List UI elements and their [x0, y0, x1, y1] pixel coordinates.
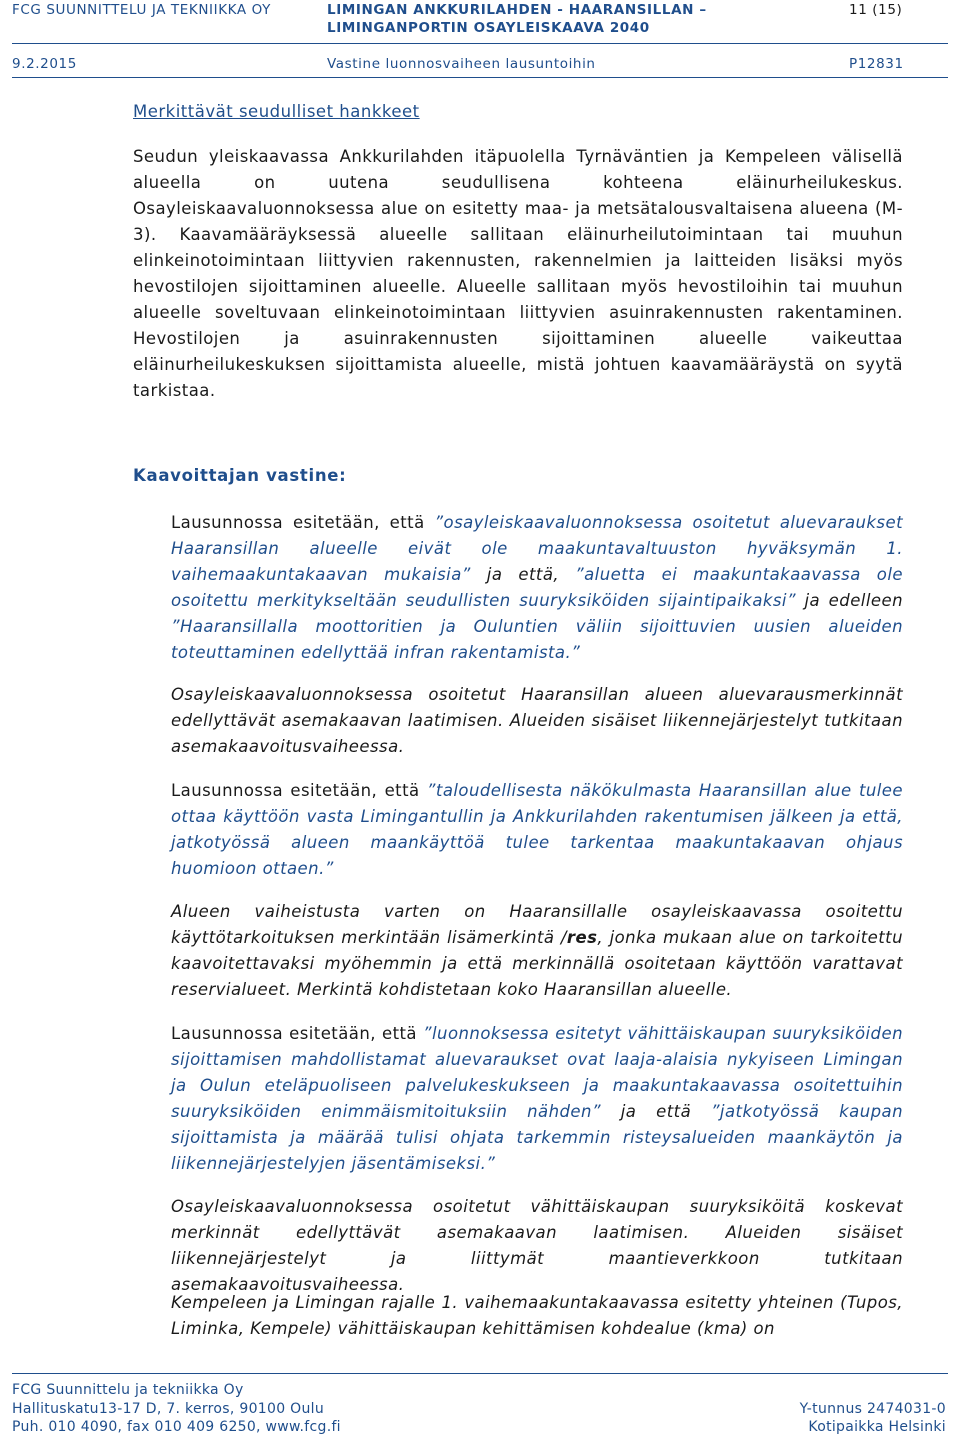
footer-divider — [12, 1373, 948, 1374]
footer-domicile: Kotipaikka Helsinki — [808, 1419, 946, 1435]
footer-address: Hallituskatu13-17 D, 7. kerros, 90100 Oulu — [12, 1401, 325, 1417]
quote: ”osayleiskaavaluonnoksessa osoitetut aluevaraukset Haaransillan alueelle eivät ole maakuntavaltuuston hyväksymän 1. vaihemaakuntakaavan mukaisia” — [171, 513, 903, 584]
page-number: 11 (15) — [849, 2, 903, 18]
response-paragraph-5: Lausunnossa esitetään, että ”luonnoksessa esitetyt vähittäiskaupan suuryksiköiden sijoittamisen mahdollistamat aluevaraukset ovat laaja-alaisia nykyiseen Limingan ja Oulun eteläpuoliseen palvelukeskukseen ja maakuntakaavassa osoitettuihin suuryksiköiden enimmäismitoituksiin nähden” ja että ”jatkotyössä kaupan sijoittamista ja määrää tulisi ohjata tarkemmin risteysalueiden maankäytön ja liikennejärjestelyjen jäsentämiseksi.” — [171, 1024, 903, 1173]
response-paragraph-6: Osayleiskaavaluonnoksessa osoitetut vähittäiskaupan suuryksiköitä koskevat merkinnät edellyttävät asemakaavan laatimisen. Alueiden sisäiset liikennejärjestelyt ja liittymät maantieverkkoon tutkitaan asemakaavoitusvaiheessa. — [171, 1197, 903, 1294]
footer-company: FCG Suunnittelu ja tekniikka Oy — [12, 1382, 244, 1398]
project-number: P12831 — [849, 56, 904, 72]
quote: ”taloudellisesta näkökulmasta Haaransillan alue tulee ottaa käyttöön vasta Limingantullin ja Ankkurilahden rakentumisen jälkeen ja että, jatkotyössä alueen maankäyttöä tulee tarkentaa maakuntakaavan ohjaus huomioon ottaen.” — [171, 781, 904, 878]
quote: ”aluetta ei maakuntakaavassa ole osoitettu merkitykseltään seudullisten suuryksiköiden sijaintipaikaksi” — [171, 565, 903, 610]
header-title-line2: LIMINGANPORTIN OSAYLEISKAAVA 2040 — [327, 20, 650, 36]
section-title: Merkittävät seudulliset hankkeet — [133, 102, 420, 121]
response-paragraph-1: Lausunnossa esitetään, että ”osayleiskaavaluonnoksessa osoitetut aluevaraukset Haaransillan alueelle eivät ole maakuntavaltuuston hyväksymän 1. vaihemaakuntakaavan mukaisia” ja että, ”aluetta ei maakuntakaavassa ole osoitettu merkitykseltään seudullisten suuryksiköiden sijaintipaikaksi” ja edelleen ”Haaransillalla moottoritien ja Ouluntien väliin sijoittuvien uusien alueiden toteuttaminen edellyttää infran rakentamista.” — [171, 513, 903, 662]
response-paragraph-7: Kempeleen ja Limingan rajalle 1. vaihemaakuntakaavassa esitetty yhteinen (Tupos, Liminka, Kempele) vähittäiskaupan kehittämisen kohdealue (kma) on — [171, 1293, 903, 1338]
footer-business-id: Y-tunnus 2474031-0 — [799, 1401, 946, 1417]
quote: ”jatkotyössä kaupan sijoittamista ja määrää tulisi ohjata tarkemmin risteysalueiden maankäytön ja liikennejärjestelyjen jäsentämiseksi.” — [171, 1102, 903, 1173]
header-title-line1: LIMINGAN ANKKURILAHDEN - HAARANSILLAN – — [327, 2, 707, 18]
response-heading: Kaavoittajan vastine: — [133, 466, 347, 485]
response-paragraph-3: Lausunnossa esitetään, että ”taloudellisesta näkökulmasta Haaransillan alue tulee ottaa käyttöön vasta Limingantullin ja Ankkurilahden rakentumisen jälkeen ja että, jatkotyössä alueen maankäyttöä tulee tarkentaa maakuntakaavan ohjaus huomioon ottaen.” — [171, 781, 904, 878]
quote: ”luonnoksessa esitetyt vähittäiskaupan suuryksiköiden sijoittamisen mahdollistamat aluevaraukset ovat laaja-alaisia nykyiseen Limingan ja Oulun eteläpuoliseen palvelukeskukseen ja maakuntakaavassa osoitettuihin suuryksiköiden enimmäismitoituksiin nähden” — [171, 1024, 903, 1121]
quote: ”Haaransillalla moottoritien ja Ouluntien väliin sijoittuvien uusien alueiden toteuttaminen edellyttää infran rakentamista.” — [171, 617, 903, 662]
document-date: 9.2.2015 — [12, 56, 77, 72]
response-paragraph-4: Alueen vaiheistusta varten on Haaransillalle osayleiskaavassa osoitettu käyttötarkoituksen merkintään lisämerkintä /res, jonka mukaan alue on tarkoitettu kaavoitettavaksi myöhemmin ja että merkinnällä osoitetaan käyttöön varattavat reservialueet. Merkintä kohdistetaan koko Haaransillan alueelle. — [171, 902, 903, 999]
statement-paragraph: Seudun yleiskaavassa Ankkurilahden itäpuolella Tyrnäväntien ja Kempeleen välisellä alueella on uutena seudullisena kohteena eläinurheilukeskus. Osayleiskaavaluonnoksessa alue on esitetty maa- ja metsätalousvaltaisena alueena (M-3). Kaavamääräyksessä alueelle sallitaan eläinurheilutoimintaan tai muuhun elinkeinotoimintaan liittyvien rakennusten, rakennelmien ja laitteiden lisäksi myös hevostilojen sijoittaminen alueelle. Alueelle sallitaan myös hevostiloihin tai muuhun alueelle soveltuvaan elinkeinotoimintaan liittyvien asuinrakennusten rakentaminen. Hevostilojen ja asuinrakennusten sijoittaminen alueelle vaikeuttaa eläinurheilukeskuksen sijoittamista alueelle, mistä johtuen kaavamääräystä on syytä tarkistaa. — [133, 147, 903, 400]
response-paragraph-2: Osayleiskaavaluonnoksessa osoitetut Haaransillan alueen aluevarausmerkinnät edellyttävät asemakaavan laatimisen. Alueiden sisäiset liikennejärjestelyt tutkitaan asemakaavoitusvaiheessa. — [171, 685, 903, 756]
header-divider-bottom — [12, 77, 948, 78]
footer-contact: Puh. 010 4090, fax 010 409 6250, www.fcg.fi — [12, 1419, 341, 1435]
header-divider — [12, 43, 948, 44]
document-subtitle: Vastine luonnosvaiheen lausuntoihin — [327, 56, 596, 72]
header-company: FCG SUUNNITTELU JA TEKNIIKKA OY — [12, 2, 271, 18]
